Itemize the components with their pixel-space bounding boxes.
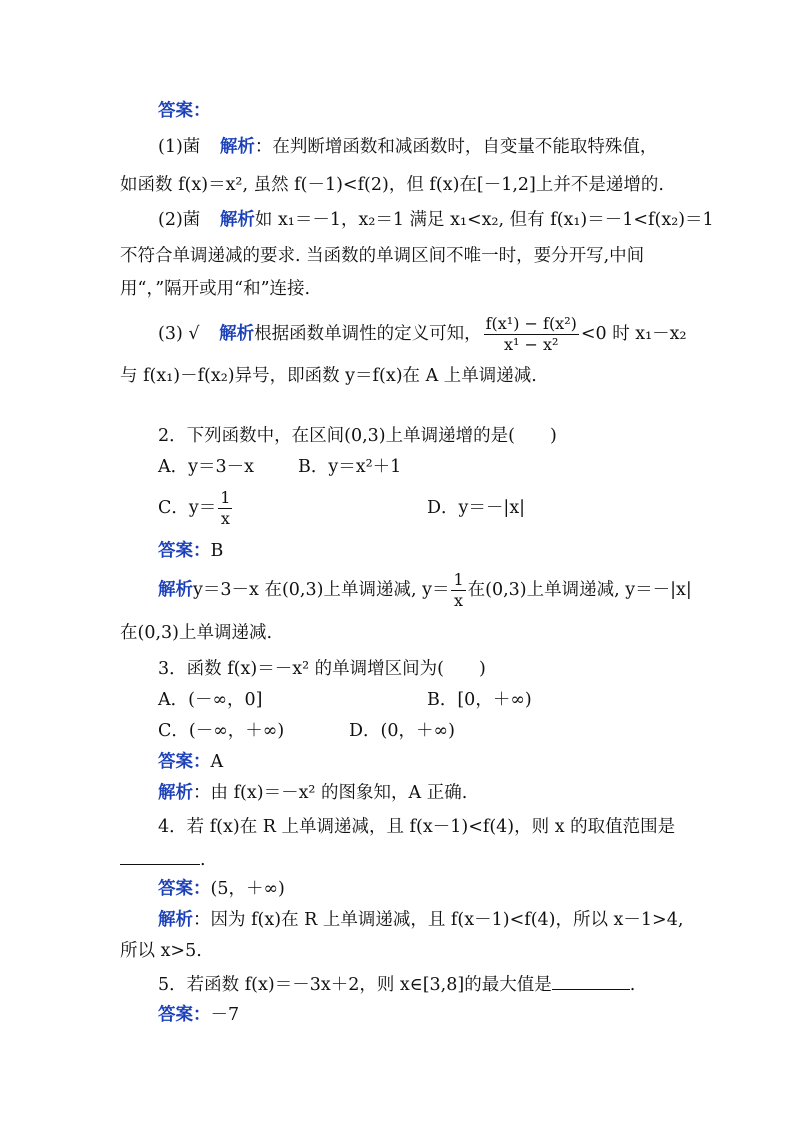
q2-analysis-line-1 <box>158 570 692 611</box>
q2-option-b: B．y＝x²＋1 <box>298 457 402 477</box>
q5-answer-label: 答案： <box>158 1005 211 1025</box>
q3-answer-label: 答案： <box>158 752 211 772</box>
q2-option-c-pre: C．y＝ <box>158 498 217 518</box>
q5-stem: 5．若函数 f(x)＝－3x＋2，则 x∈[3,8]的最大值是 <box>158 975 552 995</box>
item-2-mark: (2)菌 <box>158 210 201 230</box>
q2-c-den: x <box>220 509 230 528</box>
item-3-frac-den: x¹ − x² <box>504 335 559 354</box>
q4-stem: 4．若 f(x)在 R 上单调递减，且 f(x－1)<f(4)，则 x 的取值范围是 <box>158 817 676 837</box>
q2-option-d: D．y＝－|x| <box>427 498 526 518</box>
item-3-after: <0 时 x₁－x₂ <box>580 324 687 344</box>
q4-answer-blank[interactable] <box>120 846 200 865</box>
q2-ana-num: 1 <box>453 570 464 589</box>
q3-answer <box>158 750 223 774</box>
item-3-line-1 <box>158 314 687 355</box>
q5-answer-blank[interactable] <box>552 971 630 990</box>
q2-ana-den: x <box>454 591 464 610</box>
item-3-fraction <box>484 314 579 355</box>
q2-analysis-label: 解析 <box>158 580 193 600</box>
item-1-analysis-label: 解析 <box>219 137 255 157</box>
q3-option-d: D．(0，＋∞) <box>349 721 455 741</box>
q2-answer <box>158 539 223 563</box>
item-3-frac-num: f(x¹) − f(x²) <box>485 314 577 333</box>
q5-stem-line <box>158 971 635 997</box>
item-2-line-3: 用“，”隔开或用“和”连接. <box>120 279 311 299</box>
answer-label-top: 答案： <box>158 101 211 121</box>
q4-answer-label: 答案： <box>158 879 211 899</box>
q3-option-a: A．(－∞，0] <box>158 690 263 710</box>
item-2-line-1 <box>158 208 714 232</box>
q4-stem-end: . <box>200 850 206 870</box>
q2-analysis-a: y＝3－x 在(0,3)上单调递减, y＝ <box>193 580 450 600</box>
item-3-line-2: 与 f(x₁)－f(x₂)异号，即函数 y＝f(x)在 A 上单调递减. <box>120 366 537 386</box>
item-1-mark: (1)菌 <box>158 137 201 157</box>
q2-c-num: 1 <box>220 488 231 507</box>
item-2-line-2: 不符合单调递减的要求. 当函数的单调区间不唯一时，要分开写,中间 <box>120 246 645 266</box>
q2-option-c-fraction <box>218 488 232 529</box>
q2-answer-label: 答案： <box>158 541 211 561</box>
q5-answer-value: －7 <box>210 1005 240 1025</box>
item-1-line-1 <box>158 135 657 159</box>
q5-answer <box>158 1003 239 1027</box>
q2-option-c <box>158 488 234 529</box>
item-3-mark: (3) √ <box>158 324 200 344</box>
item-2-text: 如 x₁＝－1，x₂＝1 满足 x₁<x₂, 但有 f(x₁)＝－1<f(x₂)＝1 <box>254 210 714 230</box>
item-3-text: 根据函数单调性的定义可知， <box>254 324 482 344</box>
q4-analysis-line-2: 所以 x>5. <box>120 941 202 961</box>
item-2-analysis-label: 解析 <box>219 210 255 230</box>
item-1-text: ：在判断增函数和减函数时，自变量不能取特殊值， <box>254 137 658 157</box>
q2-option-a: A．y＝3－x <box>158 457 255 477</box>
q3-analysis-label: 解析 <box>158 783 193 803</box>
q3-stem: 3．函数 f(x)＝－x² 的单调增区间为( ) <box>158 659 486 679</box>
q4-answer <box>158 877 285 901</box>
q4-stem-line-2 <box>120 846 206 872</box>
q4-answer-value: (5，＋∞) <box>210 879 285 899</box>
q2-answer-value: B <box>210 541 224 561</box>
q4-analysis-label: 解析 <box>158 910 193 930</box>
q5-stem-end: . <box>629 975 636 995</box>
q2-stem: 2．下列函数中，在区间(0,3)上单调递增的是( ) <box>158 426 557 446</box>
q3-analysis <box>158 781 467 805</box>
q2-analysis-fraction <box>451 570 465 611</box>
q3-analysis-text: ：由 f(x)＝－x² 的图象知，A 正确. <box>193 783 468 803</box>
q2-analysis-b: 在(0,3)上单调递减, y＝－|x| <box>467 580 692 600</box>
q3-option-b: B．[0，＋∞) <box>427 690 532 710</box>
q3-option-c: C．(－∞，＋∞) <box>158 721 285 741</box>
q4-analysis-line-1 <box>158 908 683 932</box>
item-1-line-2: 如函数 f(x)＝x², 虽然 f(－1)<f(2)，但 f(x)在[－1,2]上并不是递增的. <box>120 175 664 195</box>
q2-analysis-line-2: 在(0,3)上单调递减. <box>120 623 273 643</box>
item-3-analysis-label: 解析 <box>219 324 255 344</box>
q3-answer-value: A <box>210 752 224 772</box>
q4-analysis-text: ：因为 f(x)在 R 上单调递减，且 f(x－1)<f(4)，所以 x－1>4, <box>193 910 684 930</box>
